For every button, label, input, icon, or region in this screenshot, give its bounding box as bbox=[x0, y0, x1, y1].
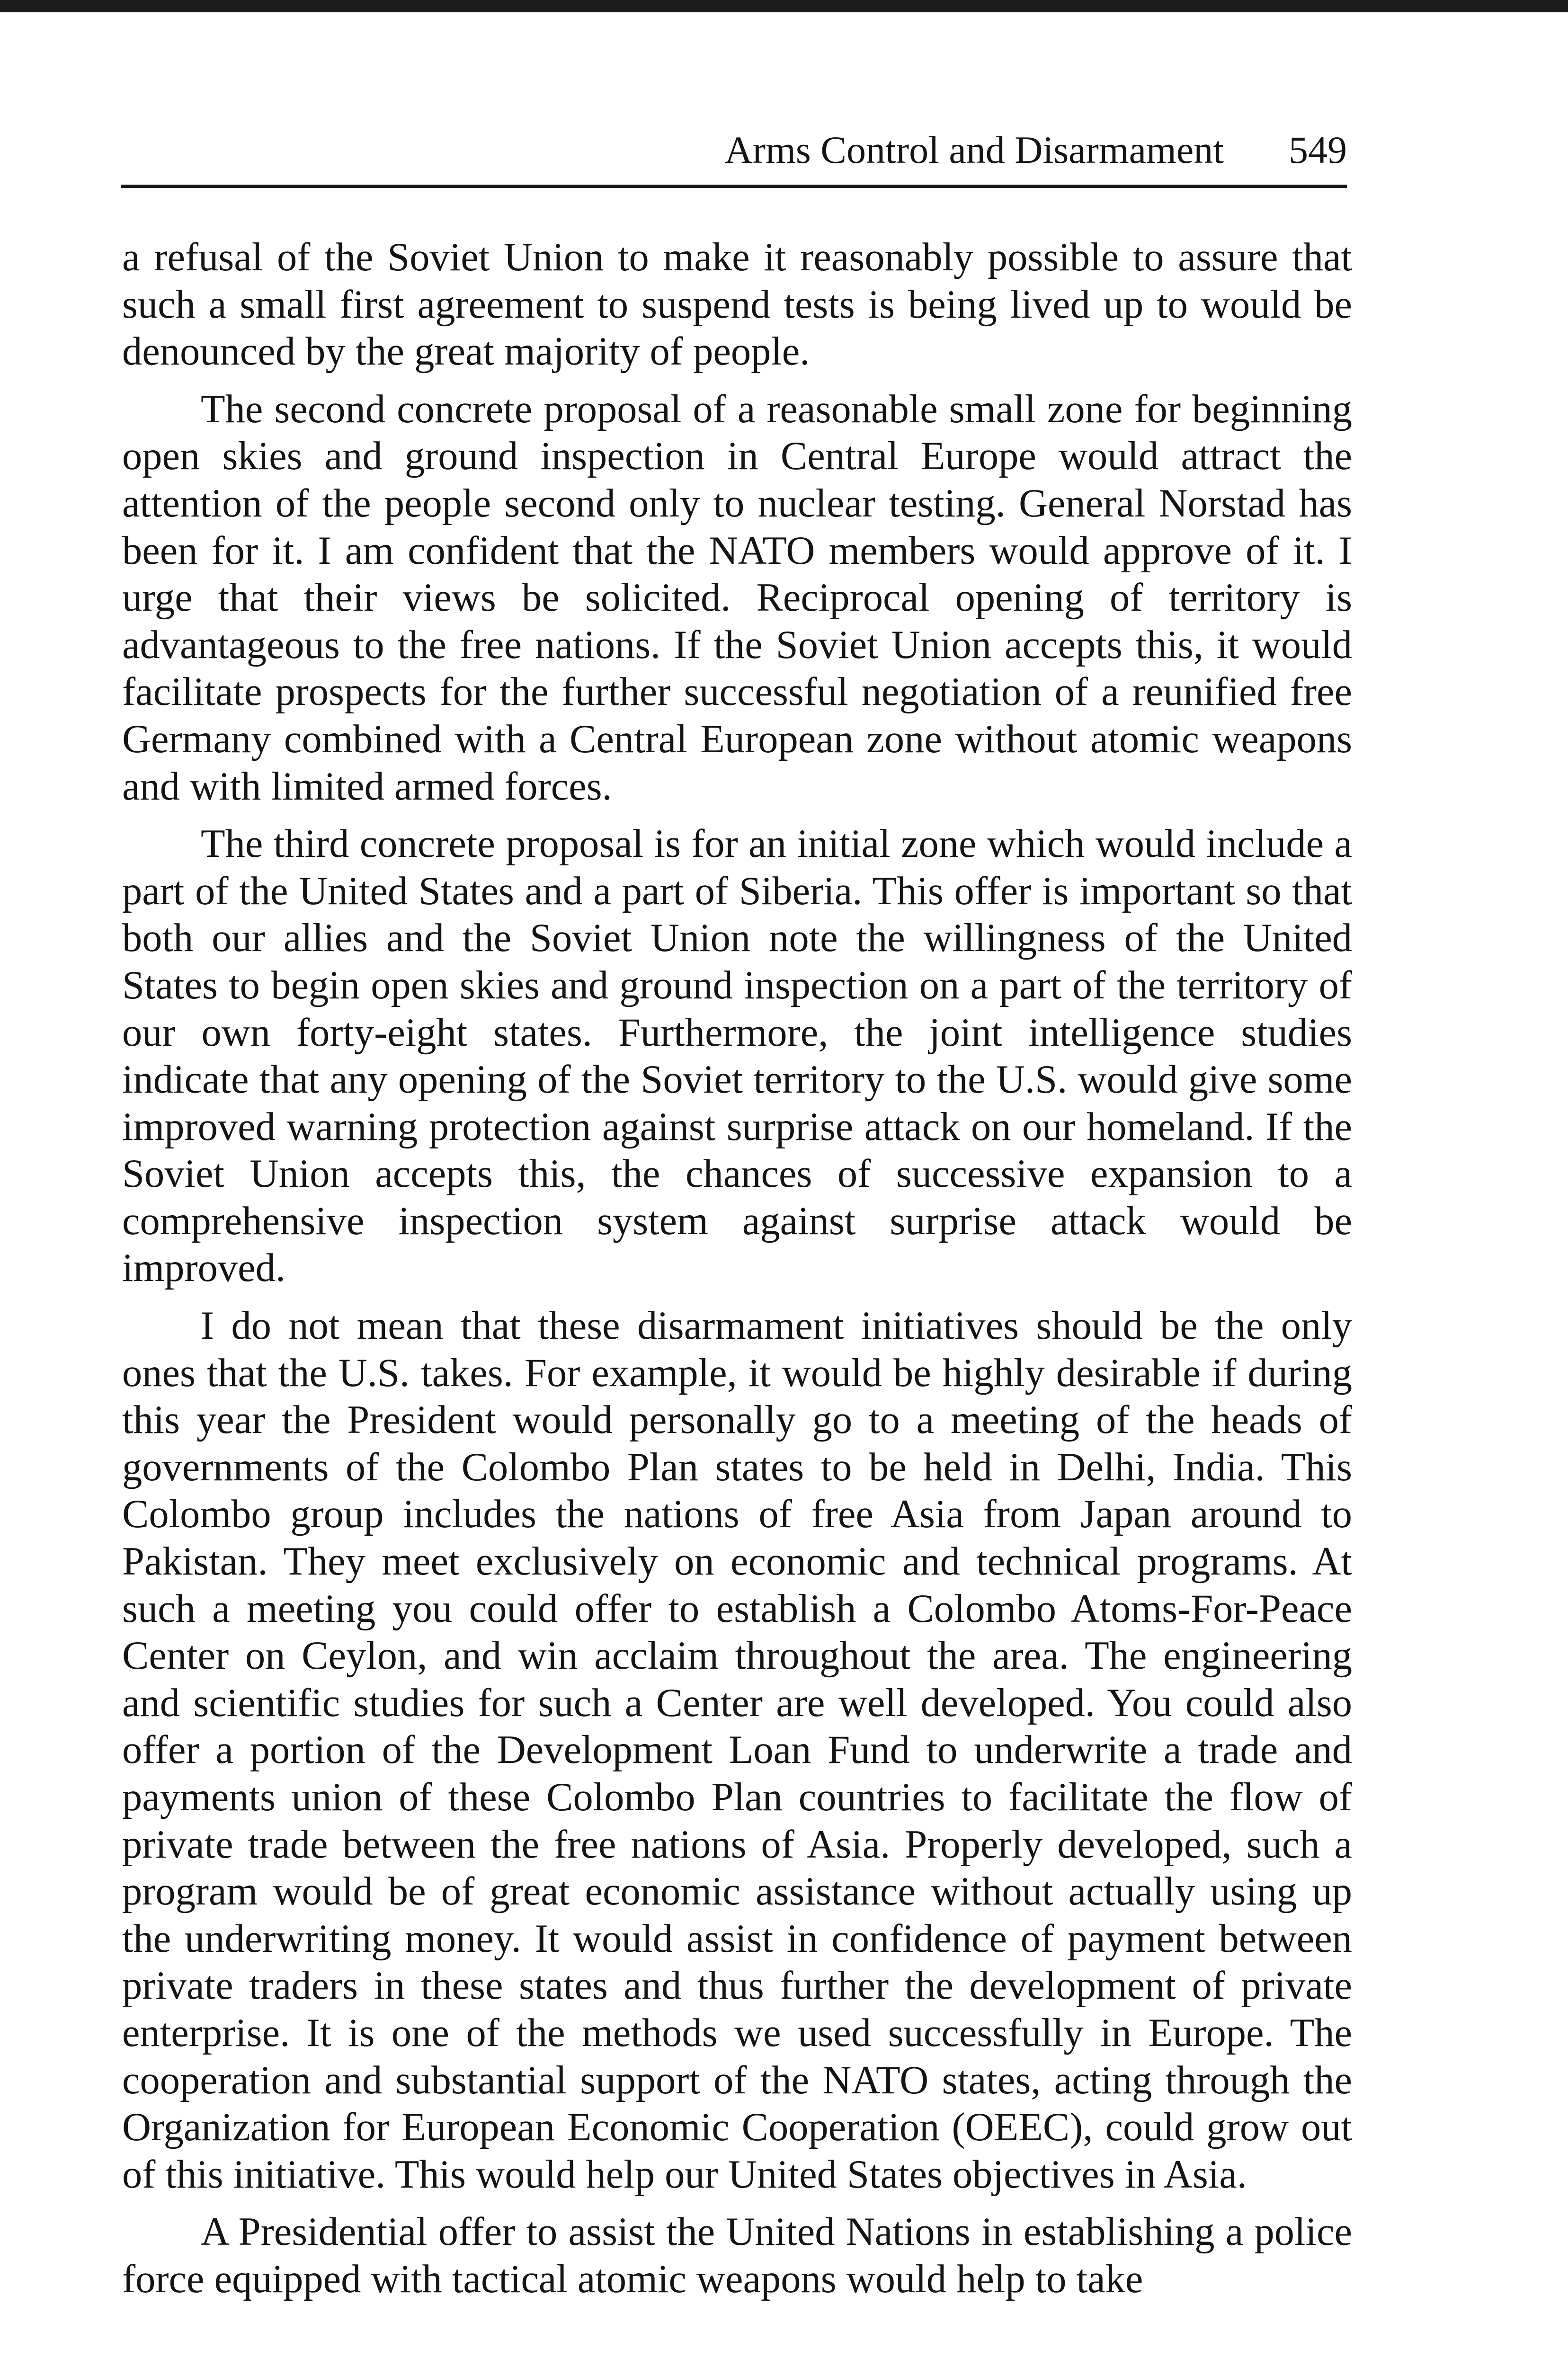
paragraph-third-proposal: The third concrete proposal is for an initial zone which would include a part of the United States and a part of Siberia. This offer is important so that both our allies and the Soviet Union note the willingness of the United States to begin open skies and ground inspection on a part of the territory of our own forty-eight states. Furthermore, the joint intelligence studies indicate that any opening of the Soviet territory to the U.S. would give some improved warning protection against surprise attack on our homeland. If the Soviet Union accepts this, the chances of successive expansion to a comprehensive inspection system against surprise attack would be improved. bbox=[122, 822, 1352, 1290]
body-text bbox=[122, 234, 1352, 2314]
scan-top-edge bbox=[0, 0, 1568, 12]
running-head bbox=[121, 114, 1347, 188]
paragraph-colombo-plan: I do not mean that these disarmament initiatives should be the only ones that the U.S. takes. For example, it would be highly desirable if during this year the President would personally go to a meeting of the heads of governments of the Colombo Plan states to be held in Delhi, India. This Colombo group includes the nations of free Asia from Japan around to Pakistan. They meet exclusively on economic and technical programs. At such a meeting you could offer to establish a Colombo Atoms-For-Peace Center on Ceylon, and win acclaim throughout the area. The engineering and scientific studies for such a Center are well developed. You could also offer a portion of the Development Loan Fund to underwrite a trade and payments union of these Colombo Plan countries to facilitate the flow of private trade between the free nations of Asia. Properly developed, such a program would be of great economic assistance without actually using up the underwriting money. It would assist in confidence of payment between private traders in these states and thus further the development of private enterprise. It is one of the methods we used successfully in Europe. The cooperation and substantial support of the NATO states, acting through the Organization for European Economic Cooperation (OEEC), could grow out of this initiative. This would help our United States objectives in Asia. bbox=[122, 1304, 1352, 2197]
running-title: Arms Control and Disarmament bbox=[724, 128, 1224, 171]
page-number: 549 bbox=[1289, 128, 1347, 171]
paragraph-second-proposal: The second concrete proposal of a reasonable small zone for beginning open skies and ground inspection in Central Europe would attract the attention of the people second only to nuclear testing. General Norstad has been for it. I am confident that the NATO members would approve of it. I urge that their views be solicited. Reciprocal opening of territory is advantageous to the free nations. If the Soviet Union accepts this, it would facilitate prospects for the further successful negotiation of a reunified free Germany combined with a Central European zone without atomic weapons and with limited armed forces. bbox=[122, 387, 1352, 809]
paragraph-continued: a refusal of the Soviet Union to make it reasonably possible to assure that such a small first agreement to suspend tests is being lived up to would be denounced by the great majority of people. bbox=[122, 235, 1352, 374]
paragraph-police-force: A Presidential offer to assist the United Nations in establishing a police force equipped with tactical atomic weapons would help to take bbox=[122, 2210, 1352, 2301]
